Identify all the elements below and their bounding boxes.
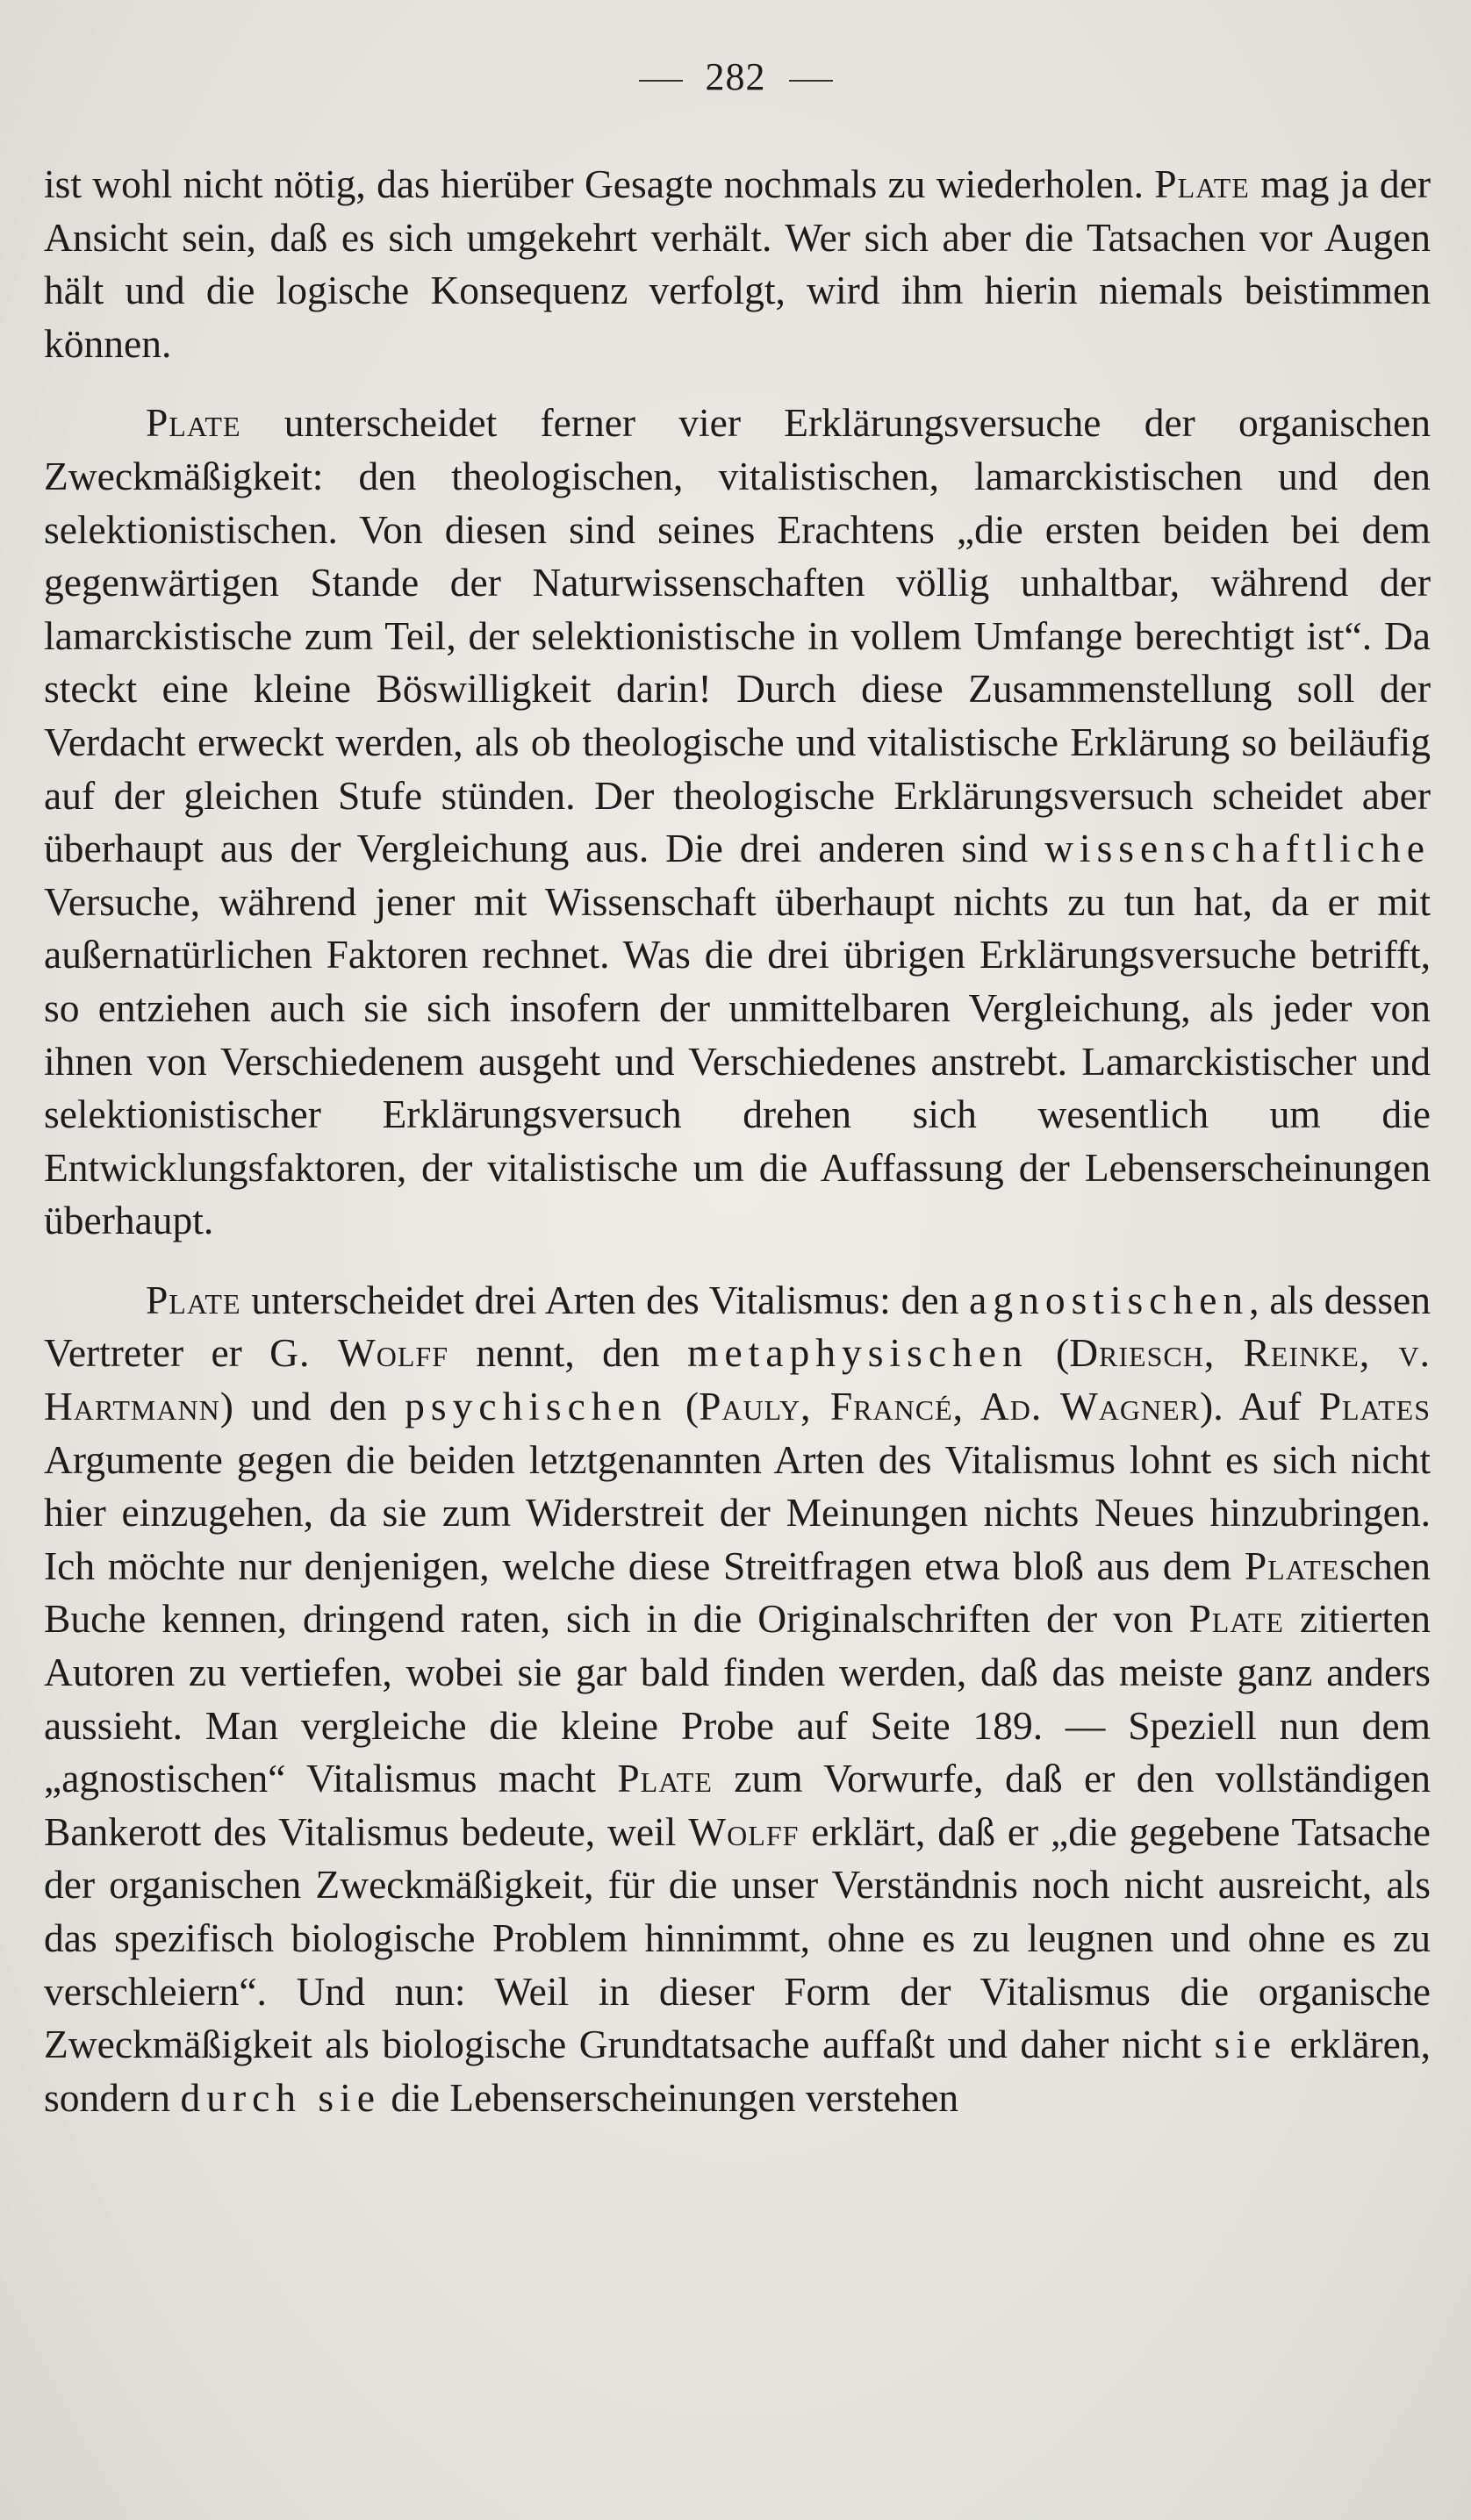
- text-segment: nennt, den: [448, 1330, 688, 1376]
- paragraph: [44, 1274, 1431, 2125]
- header-dash-left: [639, 80, 683, 82]
- name-smallcaps: Plate: [1188, 1596, 1284, 1642]
- name-smallcaps: Plates: [1318, 1384, 1431, 1429]
- text-segment: erklären, sondern: [44, 2022, 1431, 2120]
- name-smallcaps: Wolff: [688, 1808, 800, 1854]
- text-segment: die Lebenserscheinungen verstehen: [380, 2074, 959, 2120]
- emphasis-spaced: psychischen: [405, 1384, 668, 1429]
- name-smallcaps: G. Wolff: [269, 1330, 449, 1376]
- text-segment: unterscheidet drei Arten des Vitalismus: den: [240, 1277, 970, 1322]
- text-segment: schen Buche kennen, dringend raten, sich in die Originalschriften der von: [44, 1543, 1431, 1642]
- text-segment: ist wohl nicht nötig, das hierüber Gesagte nochmals zu wiederholen.: [44, 161, 1155, 206]
- header-dash-right: [789, 80, 833, 82]
- text-segment: zum Vorwurfe, daß er den vollständigen Bankerott des Vitalismus bedeute, weil: [44, 1756, 1431, 1854]
- text-segment: unterscheidet ferner vier Erklärungsversuche der organischen Zweckmäßigkeit: den theologischen, vitalistischen, lamarckistischen und den selektionistischen. Von diesen sind seines Erachtens „die ersten beiden bei dem gegenwärtigen Stande der Naturwissenschaften völlig unhaltbar, während der lamarckistische zum Teil, der selektionistische in vollem Umfange berechtigt ist“. Da steckt eine kleine Böswilligkeit darin! Durch diese Zusammenstellung soll der Verdacht erweckt werden, als ob theologische und vitalistische Erklärung so beiläufig auf der gleichen Stufe stünden. Der theologische Erklärungsversuch scheidet aber überhaupt aus der Vergleichung aus. Die drei anderen sind: [44, 400, 1431, 871]
- text-segment: ) und den: [219, 1384, 405, 1429]
- paragraph: [44, 397, 1431, 1248]
- emphasis-spaced: durch sie: [180, 2074, 381, 2120]
- emphasis-spaced: metaphysischen: [687, 1330, 1029, 1376]
- name-smallcaps: Plate: [146, 1277, 241, 1322]
- emphasis-spaced: wissenschaftliche: [1044, 826, 1431, 871]
- name-smallcaps: Plate: [146, 400, 241, 446]
- text-segment: mag ja der Ansicht sein, daß es sich umgekehrt verhält. Wer sich aber die Tatsachen vor Augen hält und die logische Konsequenz verfolgt, wird ihm hierin niemals beistimmen können.: [44, 161, 1431, 366]
- text-segment: erklärt, daß er „die gegebene Tatsache der organischen Zweckmäßigkeit, für die unser Verständnis noch nicht ausreicht, als das spezifisch biologische Problem hinnimmt, ohne es zu leugnen und ohne es zu verschleiern“. Und nun: Weil in dieser Form der Vitalismus die organische Zweckmäßigkeit als biologische Grundtatsache auffaßt und daher nicht: [44, 1808, 1431, 2067]
- text-segment: (: [1028, 1330, 1070, 1376]
- page-number: 282: [705, 55, 766, 98]
- text-segment: zitierten Autoren zu vertiefen, wobei sie gar bald finden werden, daß das meiste ganz anders aussieht. Man vergleiche die kleine Probe auf Seite 189. — Speziell nun dem „agnostischen“ Vitalismus macht: [44, 1596, 1432, 1801]
- text-segment: ). Auf: [1200, 1384, 1319, 1429]
- name-smallcaps: Driesch, Reinke, v. Hartmann: [44, 1330, 1431, 1429]
- name-smallcaps: Plate: [1244, 1543, 1340, 1588]
- page-header: [0, 54, 1471, 99]
- text-segment: Argumente gegen die beiden letztgenannten Arten des Vitalismus lohnt es sich nicht hier einzugehen, da sie zum Widerstreit der Meinungen nichts Neues hinzubringen. Ich möchte nur denjenigen, welche diese Streitfragen etwa bloß aus dem: [44, 1436, 1431, 1588]
- text-segment: , als dessen Vertreter er: [44, 1277, 1431, 1376]
- name-smallcaps: Plate: [617, 1756, 713, 1801]
- name-smallcaps: Plate: [1154, 161, 1250, 206]
- emphasis-spaced: sie: [1214, 2022, 1278, 2067]
- name-smallcaps: Pauly, Francé, Ad. Wagner: [699, 1384, 1201, 1429]
- body-text: [44, 158, 1431, 2124]
- paragraph: [44, 158, 1431, 370]
- text-segment: (: [667, 1384, 700, 1429]
- text-segment: Versuche, während jener mit Wissenschaft überhaupt nichts zu tun hat, da er mit außernatürlichen Faktoren rechnet. Was die drei übrigen Erklärungsversuche betrifft, so entziehen auch sie sich insofern der unmittelbaren Vergleichung, als jeder von ihnen von Verschiedenem ausgeht und Verschiedenes anstrebt. Lamarckistischer und selektionistischer Erklärungsversuch drehen sich wesentlich um die Entwicklungsfaktoren, der vitalistische um die Auffassung der Lebenserscheinungen überhaupt.: [44, 878, 1431, 1243]
- emphasis-spaced: agnostischen: [969, 1277, 1250, 1322]
